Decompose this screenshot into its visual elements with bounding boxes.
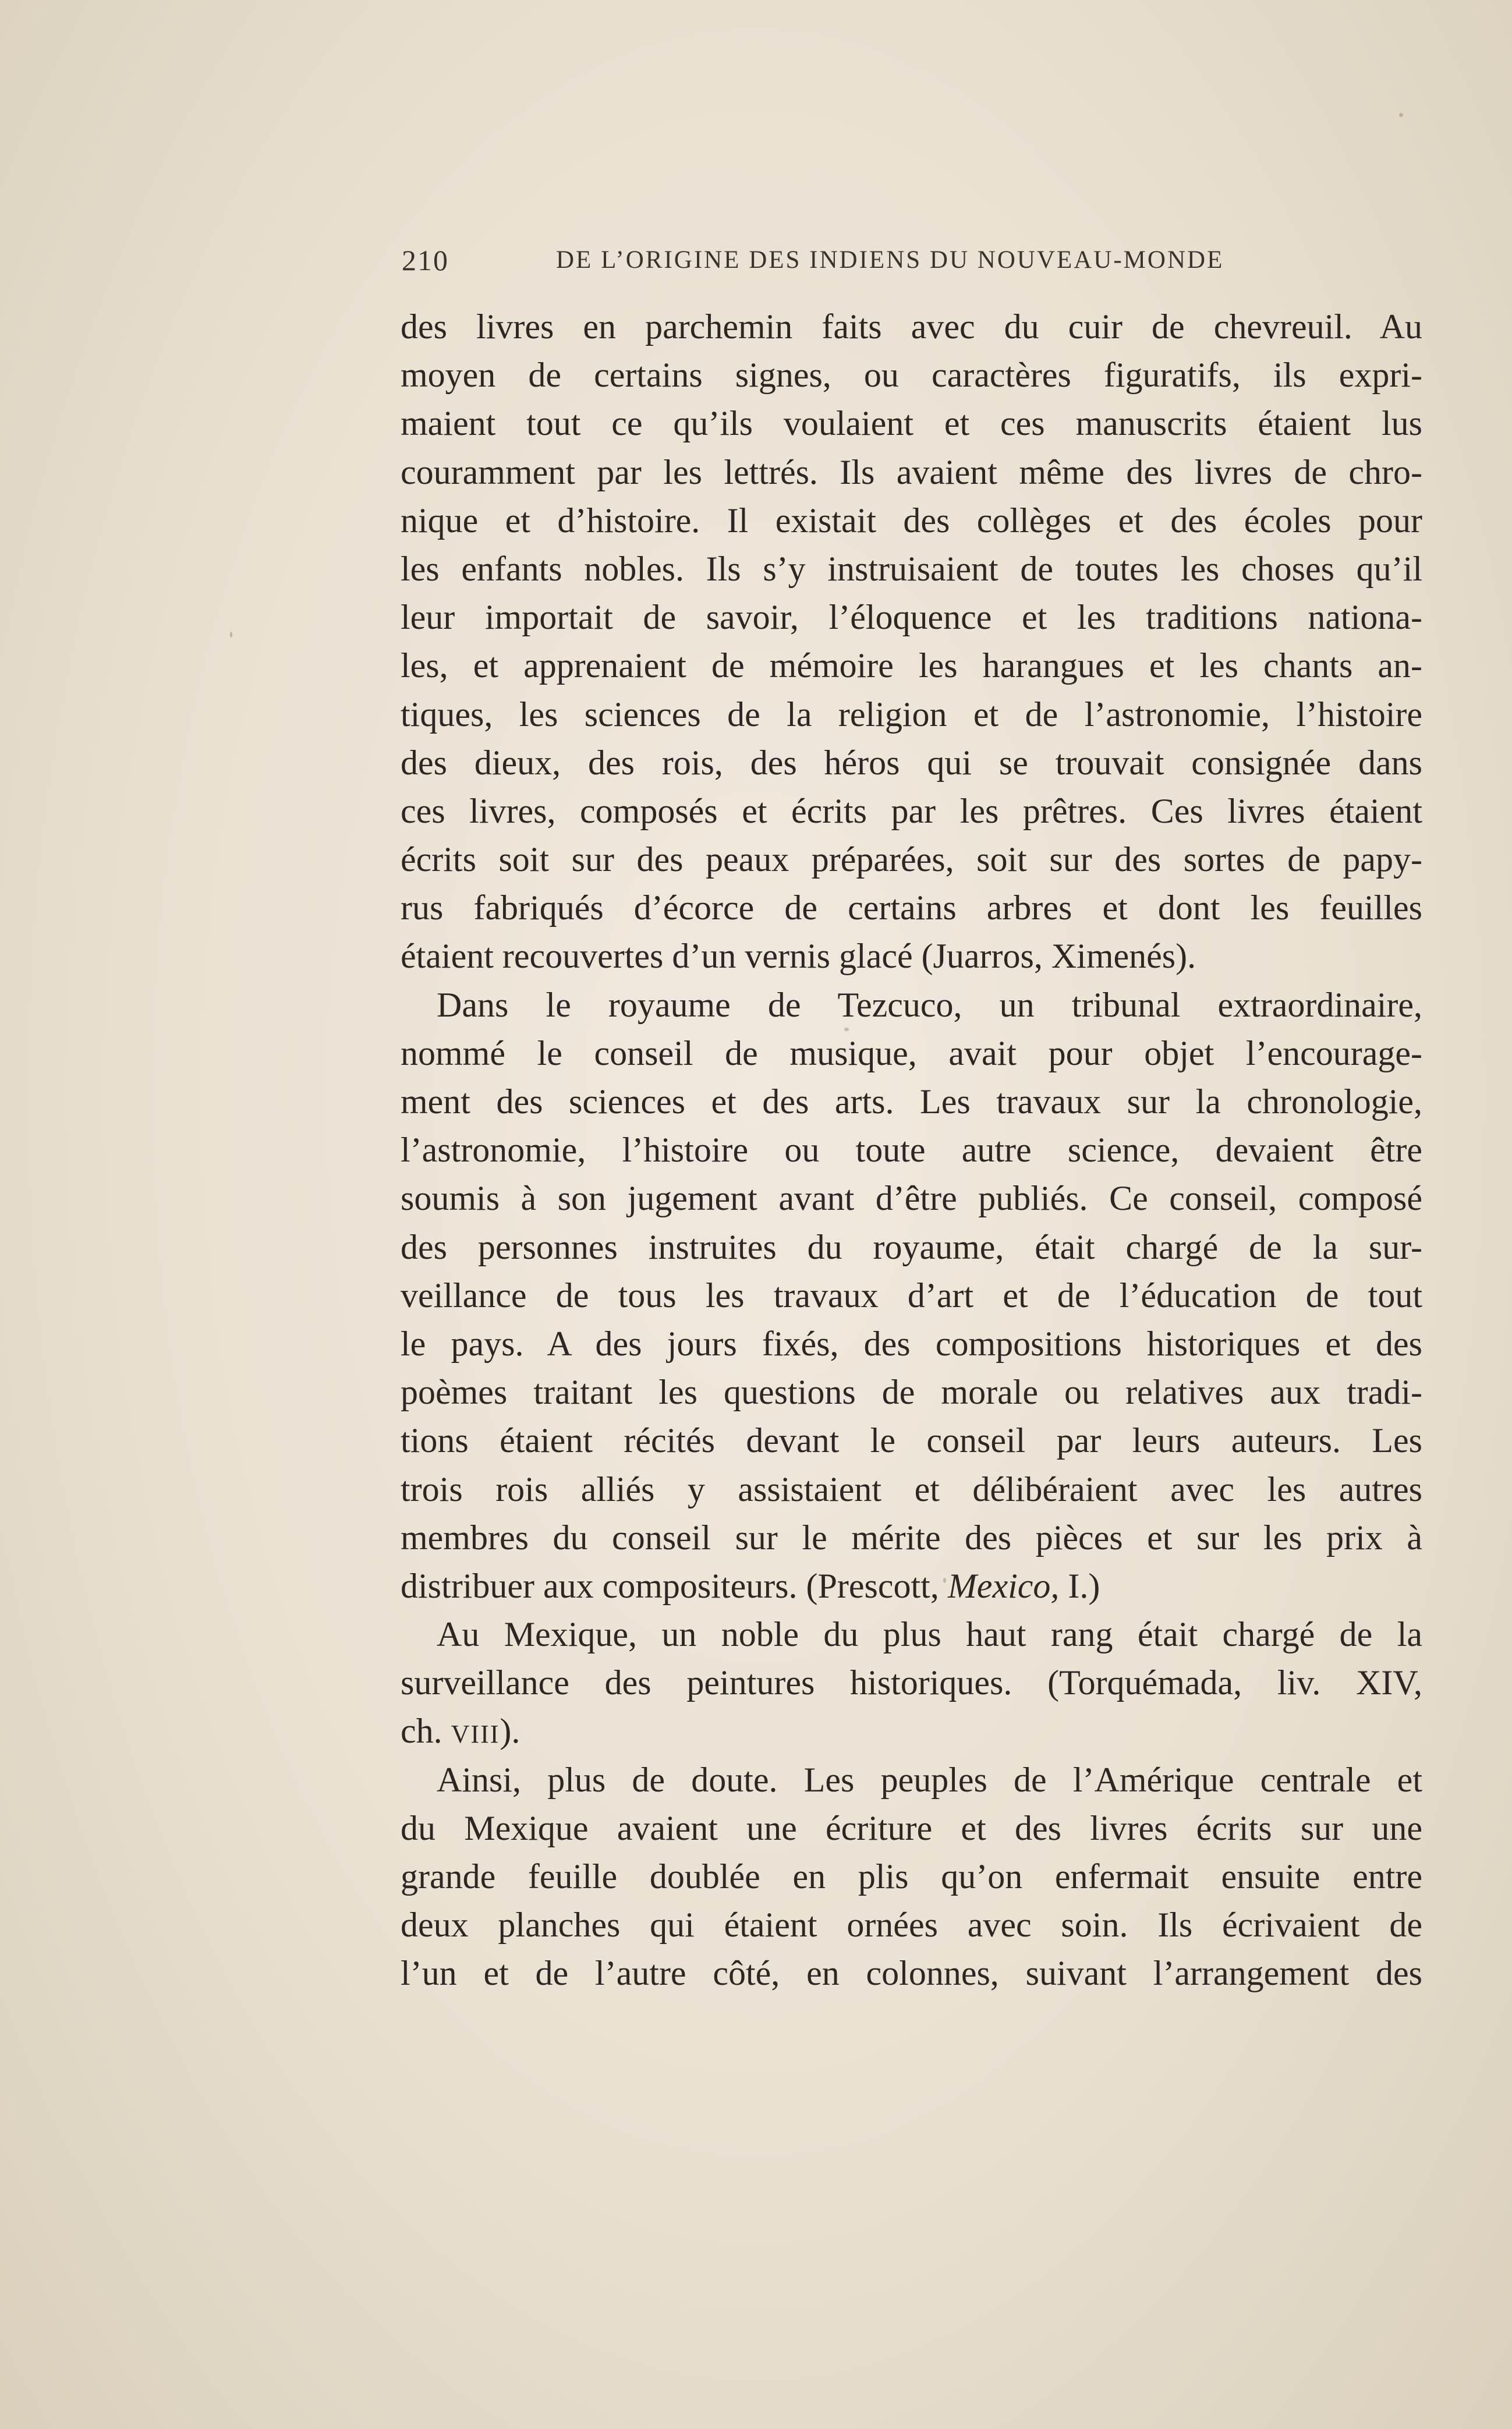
- paper-speck: [844, 1028, 849, 1031]
- text-segment: ).: [500, 1712, 520, 1751]
- text-line: surveillance des peintures historiques. (Torquémada, liv. XIV,: [401, 1663, 1422, 1702]
- text-line: l’astronomie, l’histoire ou toute autre science, devaient être: [401, 1131, 1422, 1170]
- text-line: deux planches qui étaient ornées avec soin. Ils écrivaient de: [401, 1906, 1422, 1945]
- text-line: les, et apprenaient de mémoire les harangues et les chants an-: [401, 646, 1422, 685]
- roman-numeral: VIII: [451, 1720, 500, 1749]
- text-line: trois rois alliés y assistaient et délibéraient avec les autres: [401, 1470, 1422, 1509]
- italic-title: Mexico,: [947, 1566, 1060, 1605]
- running-title: DE L’ORIGINE DES INDIENS DU NOUVEAU-MONDE: [556, 246, 1224, 274]
- text-line: couramment par les lettrés. Ils avaient même des livres de chro-: [401, 452, 1422, 491]
- text-line: écrits soit sur des peaux préparées, soit sur des sortes de papy-: [401, 840, 1422, 879]
- text-line: poèmes traitant les questions de morale ou relatives aux tradi-: [401, 1373, 1422, 1412]
- text-line: étaient recouvertes d’un vernis glacé (Juarros, Ximenés).: [401, 937, 1196, 976]
- paper-speck: [1399, 113, 1403, 117]
- text-line: tiques, les sciences de la religion et de l’astronomie, l’histoire: [401, 695, 1422, 734]
- text-line-mixed: [401, 1707, 1422, 1755]
- text-segment: I.): [1059, 1566, 1100, 1605]
- text-line: des livres en parchemin faits avec du cuir de chevreuil. Au: [401, 307, 1422, 346]
- page-number: 210: [402, 244, 449, 277]
- text-line: soumis à son jugement avant d’être publiés. Ce conseil, composé: [401, 1179, 1422, 1218]
- text-line: Au Mexique, un noble du plus haut rang était chargé de la: [437, 1615, 1422, 1654]
- text-line: le pays. A des jours fixés, des compositions historiques et des: [401, 1324, 1422, 1363]
- text-line: ces livres, composés et écrits par les prêtres. Ces livres étaient: [401, 791, 1422, 830]
- text-line: leur importait de savoir, l’éloquence et les traditions nationa-: [401, 598, 1422, 637]
- text-line: Dans le royaume de Tezcuco, un tribunal extraordinaire,: [437, 985, 1422, 1024]
- text-line: tions étaient récités devant le conseil par leurs auteurs. Les: [401, 1421, 1422, 1460]
- text-segment: ch.: [401, 1712, 451, 1751]
- text-line: rus fabriqués d’écorce de certains arbres et dont les feuilles: [401, 888, 1422, 927]
- text-line: nique et d’histoire. Il existait des collèges et des écoles pour: [401, 501, 1422, 540]
- running-head: [402, 243, 1293, 284]
- text-line: du Mexique avaient une écriture et des livres écrits sur une: [401, 1808, 1422, 1847]
- text-line: Ainsi, plus de doute. Les peuples de l’Amérique centrale et: [437, 1760, 1422, 1799]
- text-line: ment des sciences et des arts. Les travaux sur la chronologie,: [401, 1082, 1422, 1121]
- text-line: grande feuille doublée en plis qu’on enfermait ensuite entre: [401, 1857, 1422, 1896]
- text-line: membres du conseil sur le mérite des pièces et sur les prix à: [401, 1518, 1422, 1557]
- paper-speck: [943, 1578, 946, 1583]
- text-line: moyen de certains signes, ou caractères figuratifs, ils expri-: [401, 356, 1422, 395]
- text-line: veillance de tous les travaux d’art et de l’éducation de tout: [401, 1276, 1422, 1315]
- text-line: maient tout ce qu’ils voulaient et ces manuscrits étaient lus: [401, 404, 1422, 443]
- paper-speck: [230, 632, 232, 638]
- text-line: l’un et de l’autre côté, en colonnes, suivant l’arrangement des: [401, 1954, 1422, 1993]
- text-line: les enfants nobles. Ils s’y instruisaient de toutes les choses qu’il: [401, 549, 1422, 588]
- text-line: nommé le conseil de musique, avait pour objet l’encourage-: [401, 1033, 1422, 1072]
- body-text: [401, 303, 1422, 1998]
- text-line-mixed: [401, 1562, 1422, 1610]
- text-line: des dieux, des rois, des héros qui se trouvait consignée dans: [401, 743, 1422, 782]
- text-line: des personnes instruites du royaume, était chargé de la sur-: [401, 1227, 1422, 1266]
- text-segment: distribuer aux compositeurs. (Prescott,: [401, 1566, 948, 1605]
